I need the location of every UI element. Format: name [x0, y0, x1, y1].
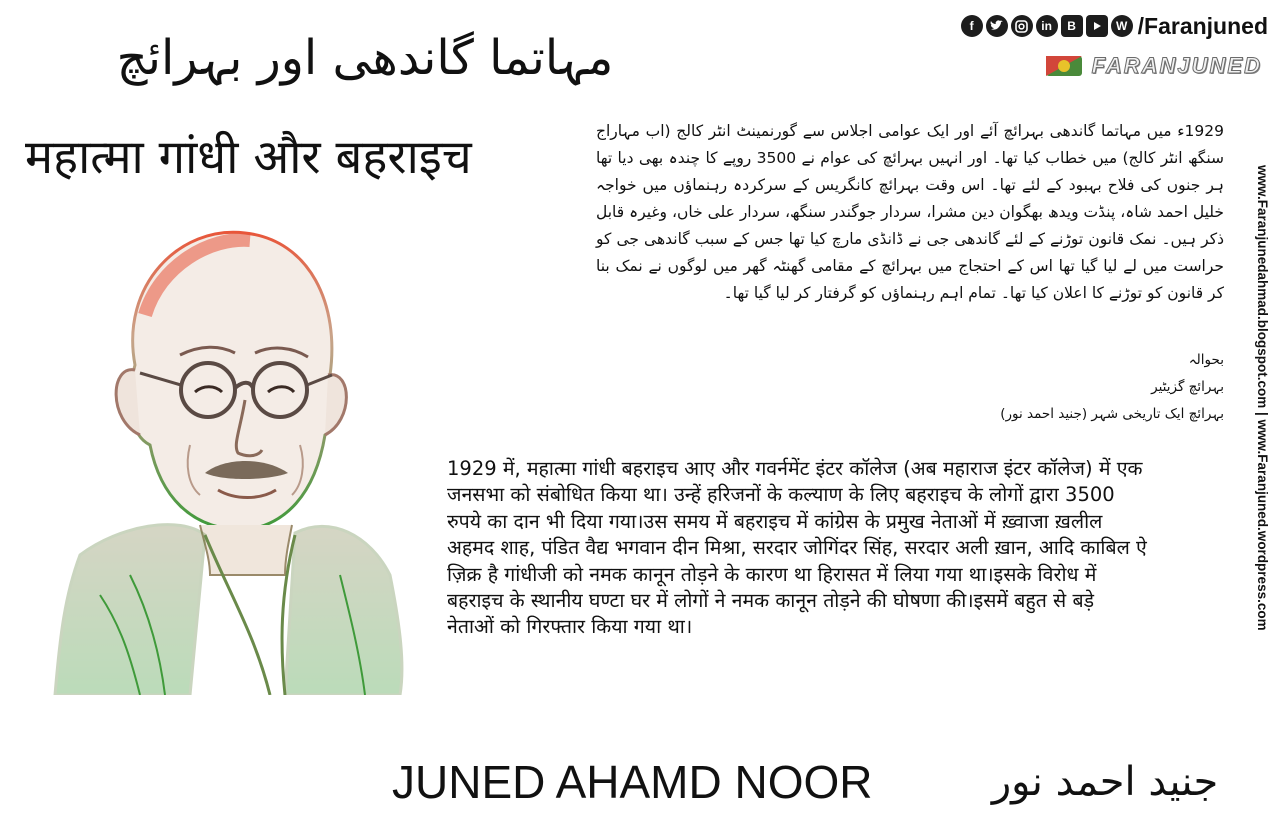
- urdu-references: [800, 347, 1224, 428]
- author-name-english: JUNED AHAMD NOOR: [392, 756, 873, 808]
- gandhi-portrait: [40, 195, 410, 695]
- hindi-paragraph: 1929 में, महात्मा गांधी बहराइच आए और गवर्नमेंट इंटर कॉलेज (अब महाराज इंटर कॉलेज) में एक जनसभा को संबोधित किया था। उन्हें हरिजनों के कल्याण के लिए बहराइच के लोगों द्वारा 3500 रुपये का दान भी दिया गया।उस समय में बहराइच में कांग्रेस के प्रमुख नेताओं में ख़्वाजा ख़लील अहमद शाह, पंडित वैद्य भगवान दीन मिश्रा, सरदार जोगिंदर सिंह, सरदार अली ख़ान, आदि काबिल ऐ ज़िक्र है गांधीजी को नमक कानून तोड़ने के कारण था हिरासत में लिया गया था।इसके विरोध में बहराइच के स्थानीय घण्टा घर में लोगों ने नमक कानून तोड़ने की घोषणा की।इसमें बहुत से बड़े नेताओं को गिरफ्तार किया गया था।: [447, 457, 1147, 639]
- urdu-title: مہاتما گاندھی اور بہرائچ: [116, 30, 614, 86]
- hindi-title: महात्मा गांधी और बहराइच: [25, 130, 472, 185]
- brand-logo: [1044, 52, 1262, 80]
- urdu-paragraph: 1929ء میں مہاتما گاندھی بہرائچ آئے اور ایک عوامی اجلاس سے گورنمینٹ انٹر کالج (اب مہاراج سنگھ انٹر کالج) میں خطاب کیا تھا۔ اور انہیں بہرائچ کی عوام نے 3500 روپے کا چندہ بھی دیا تھا ہر جنوں کی فلاح بہبود کے لئے تھا۔ اس وقت بہرائچ کانگریس کے سرکردہ رہنماؤں میں خواجہ خلیل احمد شاہ، پنڈت ویدھ بھگوان دین مشرا، سردار جوگندر سنگھ، سردار علی خاں، وغیرہ قابل ذکر ہیں۔ نمک قانون توڑنے کے لئے گاندھی جی نے ڈانڈی مارچ کیا تھا جس کے سبب گاندھی جی کو حراست میں لے لیا گیا تھا اس کے احتجاج میں بہرائچ کے مقامی گھنٹہ گھر میں لوگوں نے نمک بنا کر قانون کو توڑنے کا اعلان کیا تھا۔ تمام اہم رہنماؤں کو گرفتار کر لیا گیا تھا۔: [596, 122, 1224, 302]
- social-links: [961, 10, 1268, 42]
- linkedin-icon[interactable]: in: [1036, 15, 1058, 37]
- youtube-icon[interactable]: [1086, 15, 1108, 37]
- wordpress-icon[interactable]: W: [1111, 15, 1133, 37]
- instagram-icon[interactable]: [1011, 15, 1033, 37]
- social-handle[interactable]: /Faranjuned: [1137, 12, 1268, 39]
- reference-heading: بحوالہ: [1188, 352, 1224, 368]
- brand-emblem-icon: [1044, 53, 1084, 79]
- author-name-urdu: جنید احمد نور: [991, 759, 1219, 805]
- reference-item: بہرائچ ایک تاریخی شہر (جنید احمد نور): [1000, 406, 1224, 422]
- vertical-website-links[interactable]: www.Faranjunedahmad.blogspot.com | www.Faranjuned.wordpress.com: [1255, 165, 1270, 631]
- brand-name: FARANJUNED: [1091, 53, 1262, 78]
- twitter-icon[interactable]: [986, 15, 1008, 37]
- blogger-icon[interactable]: B: [1061, 15, 1083, 37]
- reference-item: بہرائچ گزیٹیر: [1151, 379, 1224, 395]
- facebook-icon[interactable]: f: [961, 15, 983, 37]
